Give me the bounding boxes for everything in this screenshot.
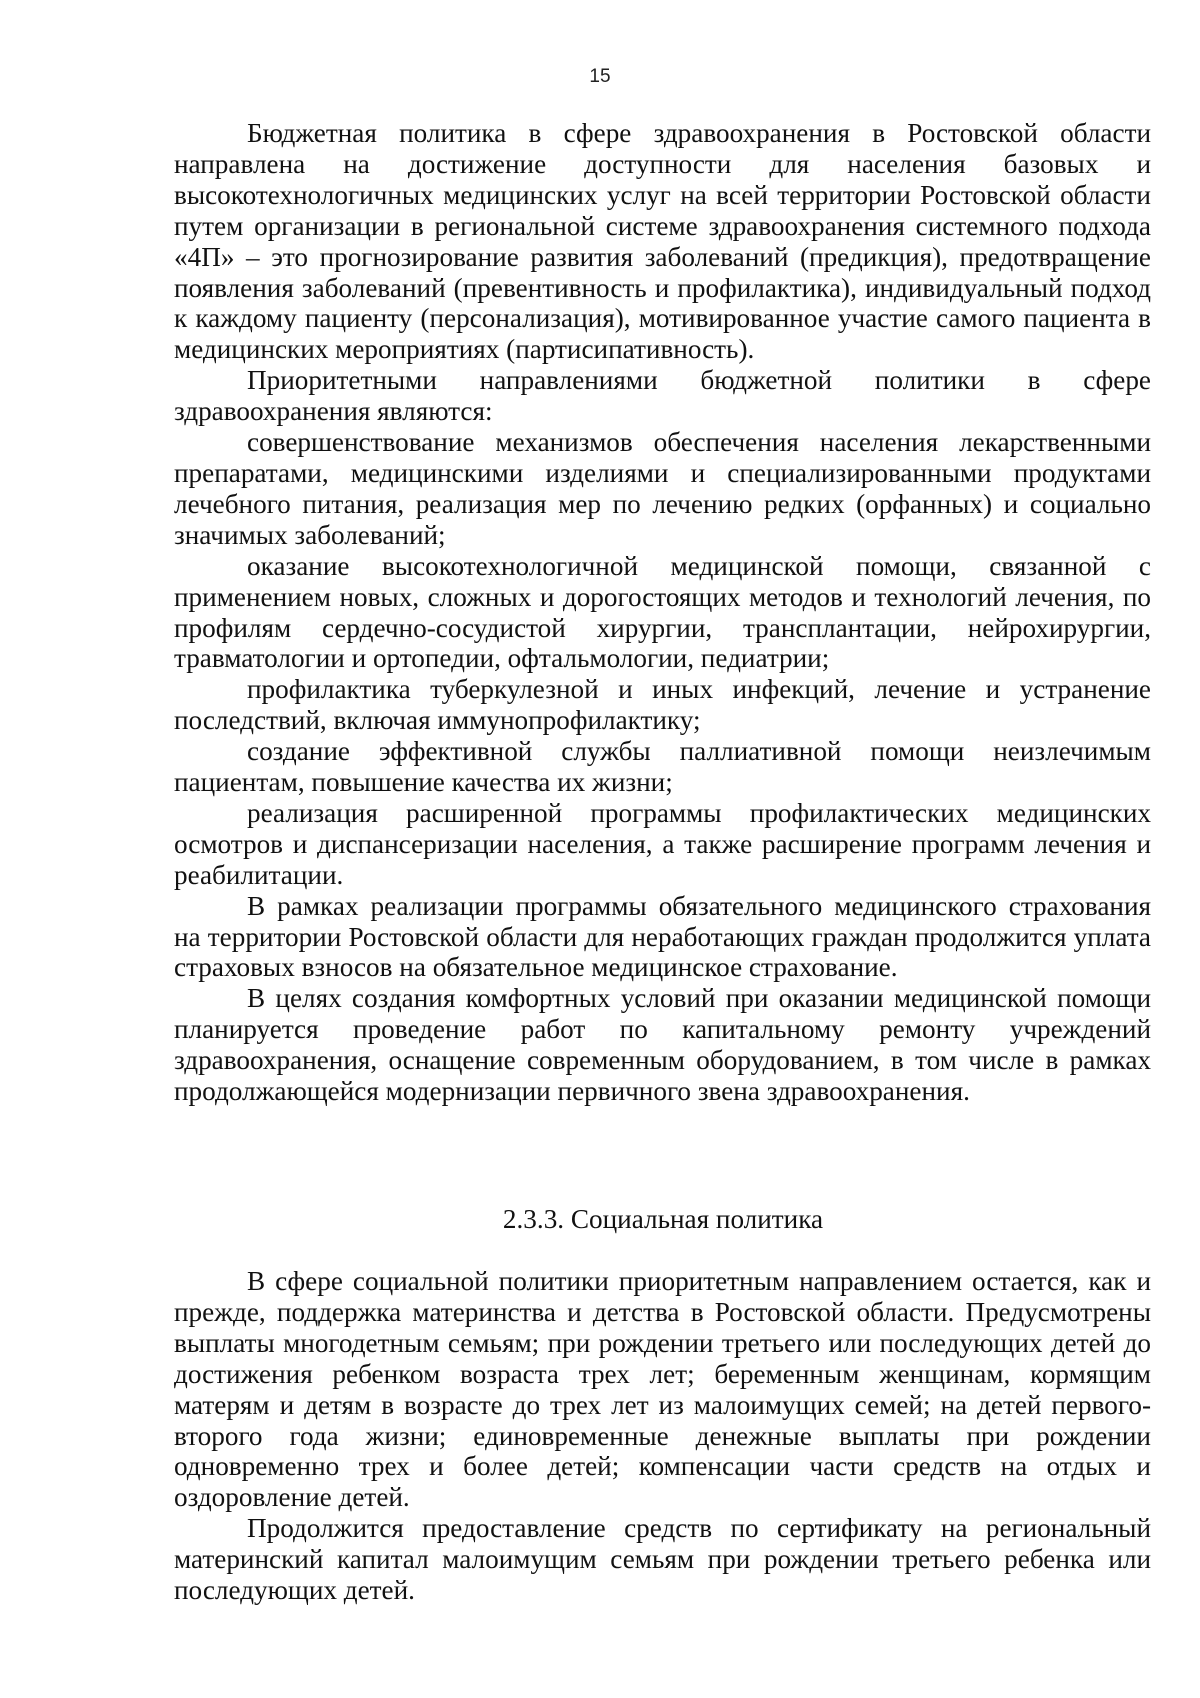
paragraph-drug-supply: совершенствование механизмов обеспечения населения лекарственными препаратами, медицинскими изделиями и специализированными продуктами лечебного питания, реализация мер по лечению редких (орфанных) и социально значимых заболеваний; [174, 427, 1151, 550]
paragraph-renovation: В целях создания комфортных условий при оказании медицинской помощи планируется проведение работ по капитальному ремонту учреждений здравоохранения, оснащение современным оборудованием, в том числе в рамках продолжающейся модернизации первичного звена здравоохранения. [174, 983, 1151, 1107]
page-number: 15 [589, 66, 611, 87]
paragraph-maternity-capital: Продолжится предоставление средств по сертификату на региональный материнский капитал малоимущим семьям при рождении третьего ребенка или последующих детей. [174, 1513, 1151, 1606]
paragraph-budget-policy: Бюджетная политика в сфере здравоохранения в Ростовской области направлена на достижение доступности для населения базовых и высокотехнологичных медицинских услуг на всей территории Ростовской области путем организации в региональной системе здравоохранения системного подхода «4П» – это прогнозирование развития заболеваний (предикция), предотвращение появления заболеваний (превентивность и профилактика), индивидуальный подход к каждому пациенту (персонализация), мотивированное участие самого пациента в медицинских мероприятиях (партисипативность). [174, 118, 1151, 365]
body-text-lower [174, 1266, 1151, 1606]
paragraph-social-policy: В сфере социальной политики приоритетным направлением остается, как и прежде, поддержка материнства и детства в Ростовской области. Предусмотрены выплаты многодетным семьям; при рождении третьего или последующих детей до достижения ребенком возраста трех лет; беременным женщинам, кормящим матерям и детям в возрасте до трех лет из малоимущих семей; на детей первого-второго года жизни; единовременные денежные выплаты при рождении одновременно трех и более детей; компенсации части средств на отдых и оздоровление детей. [174, 1266, 1151, 1513]
body-text-upper [174, 118, 1151, 1107]
paragraph-screening-program: реализация расширенной программы профилактических медицинских осмотров и диспансеризации населения, а также расширение программ лечения и реабилитации. [174, 797, 1151, 890]
paragraph-palliative-care: создание эффективной службы паллиативной помощи неизлечимым пациентам, повышение качества их жизни; [174, 736, 1151, 798]
paragraph-insurance: В рамках реализации программы обязательного медицинского страхования на территории Ростовской области для неработающих граждан продолжится уплата страховых взносов на обязательное медицинское страхование. [174, 890, 1151, 983]
paragraph-priority-directions: Приоритетными направлениями бюджетной политики в сфере здравоохранения являются: [174, 365, 1151, 427]
section-heading: 2.3.3. Социальная политика [502, 1204, 824, 1234]
paragraph-high-tech-care: оказание высокотехнологичной медицинской помощи, связанной с применением новых, сложных и дорогостоящих методов и технологий лечения, по профилям сердечно-сосудистой хирургии, трансплантации, нейрохирургии, травматологии и ортопедии, офтальмологии, педиатрии; [174, 550, 1151, 674]
paragraph-infection-prevention: профилактика туберкулезной и иных инфекций, лечение и устранение последствий, включая иммунопрофилактику; [174, 674, 1151, 736]
